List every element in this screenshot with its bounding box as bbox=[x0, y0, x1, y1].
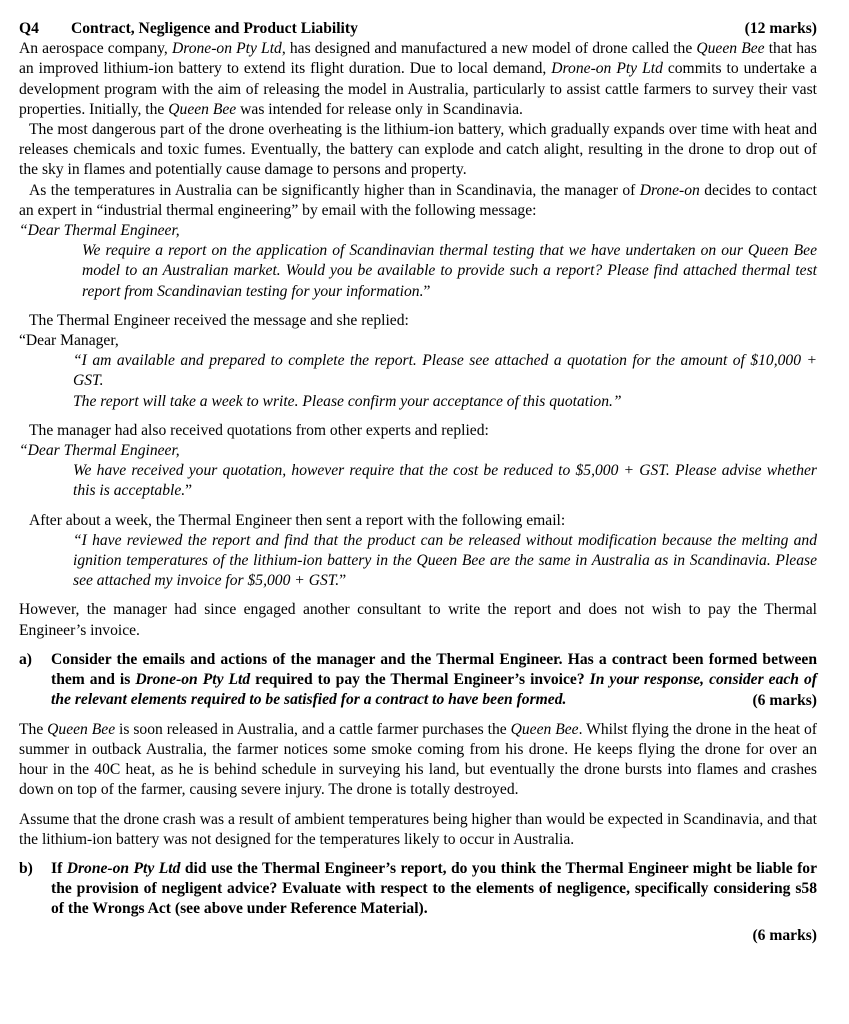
week-intro: After about a week, the Thermal Engineer then sent a report with the following email: bbox=[29, 511, 566, 529]
scenario-paragraph-2: Assume that the drone crash was a result of ambient temperatures being higher than would be expected in Scandinavia, and that the lithium-ion battery was not designed for the temperatures likely to occur in Australia. bbox=[19, 810, 817, 848]
however-paragraph: However, the manager had since engaged another consultant to write the report and does not wish to pay the Thermal Engineer’s invoice. bbox=[19, 601, 817, 639]
email2-salutation: “Dear Manager, bbox=[19, 332, 119, 350]
intro-paragraph-3: As the temperatures in Australia can be significantly higher than in Scandinavia, the manager of Drone-on decides to contact an expert in “industrial thermal engineering” by email with the following message: bbox=[19, 181, 817, 219]
email1-body: We require a report on the application of Scandinavian thermal testing that we have undertaken on our Queen Bee model to an Australian market. Would you be available to provide such a report? Please find attached thermal test report from Scandinavian testing for your information.” bbox=[82, 242, 817, 300]
reply-intro: The Thermal Engineer received the message and she replied: bbox=[29, 311, 409, 329]
company-name: Drone-on Pty Ltd bbox=[171, 40, 282, 58]
part-b bbox=[19, 859, 817, 920]
intro-paragraph-1: An aerospace company, Drone-on Pty Ltd, has designed and manufactured a new model of drone called the Queen Bee that has an improved lithium-ion battery to extend its flight duration. Due to local demand, Drone-on Pty Ltd commits to undertake a development program with the aim of releasing the model in Australia, particularly to assist cattle farmers to survey their vast properties. Initially, the Queen Bee was intended for release only in Scandinavia. bbox=[19, 40, 818, 118]
part-a-label: a) bbox=[19, 650, 32, 668]
email1-salutation: “Dear Thermal Engineer, bbox=[19, 222, 180, 240]
part-b-question: If Drone-on Pty Ltd did use the Thermal Engineer’s report, do you think the Thermal Engineer might be liable for the provision of negligent advice? Evaluate with respect to the elements of negligence, specifically considering s58 of the Wrongs Act (see above under Reference Material). bbox=[51, 859, 817, 918]
drone-model-name: Queen Bee bbox=[696, 40, 765, 58]
manager-intro: The manager had also received quotations from other experts and replied: bbox=[29, 421, 489, 439]
part-a-question: Consider the emails and actions of the manager and the Thermal Engineer. Has a contract been formed between them and is Drone-on Pty Ltd required to pay the Thermal Engineer’s invoice? In your response, consider each of the relevant elements required to be satisfied for a contract to have been formed. (6 marks) bbox=[51, 650, 817, 709]
question-title: Contract, Negligence and Product Liability bbox=[71, 20, 358, 37]
part-b-label: b) bbox=[19, 859, 33, 877]
intro-paragraph-2: The most dangerous part of the drone overheating is the lithium-ion battery, which gradually expands over time with heat and releases chemicals and toxic fumes. Eventually, the battery can explode and catch alight, resulting in the drone to drop out of the sky in flames and potentially cause damage to persons and property. bbox=[19, 121, 817, 179]
part-b-marks: (6 marks) bbox=[752, 926, 817, 944]
email4-body: “I have reviewed the report and find that the product can be released without modification because the melting and ignition temperatures of the lithium-ion battery in the Queen Bee are the same in Australia as in Scandinavia. Please see attached my invoice for $5,000 + GST.” bbox=[73, 531, 817, 590]
question-marks: (12 marks) bbox=[744, 20, 817, 37]
email2-line2: The report will take a week to write. Please confirm your acceptance of this quotation.” bbox=[73, 392, 622, 410]
question-number: Q4 bbox=[19, 20, 39, 37]
question-heading bbox=[19, 19, 358, 39]
scenario-paragraph-1: The Queen Bee is soon released in Australia, and a cattle farmer purchases the Queen Bee. Whilst flying the drone in the heat of summer in outback Australia, the farmer notices some smoke coming from his drone. He keeps flying the drone for over an hour in the 40C heat, as he is behind schedule in surveying his land, but eventually the drone bursts into flames and crashes down on top of the farmer, causing severe injury. The drone is totally destroyed. bbox=[19, 720, 817, 799]
part-a-marks: (6 marks) bbox=[752, 691, 817, 709]
email3-body: We have received your quotation, however require that the cost be reduced to $5,000 + GST. Please advise whether this is acceptable.” bbox=[73, 462, 817, 500]
email2-line1: “I am available and prepared to complete the report. Please see attached a quotation for the amount of $10,000 + GST. bbox=[73, 352, 817, 390]
email3-salutation: “Dear Thermal Engineer, bbox=[19, 442, 180, 460]
part-a bbox=[19, 650, 817, 711]
question-header bbox=[19, 19, 817, 39]
